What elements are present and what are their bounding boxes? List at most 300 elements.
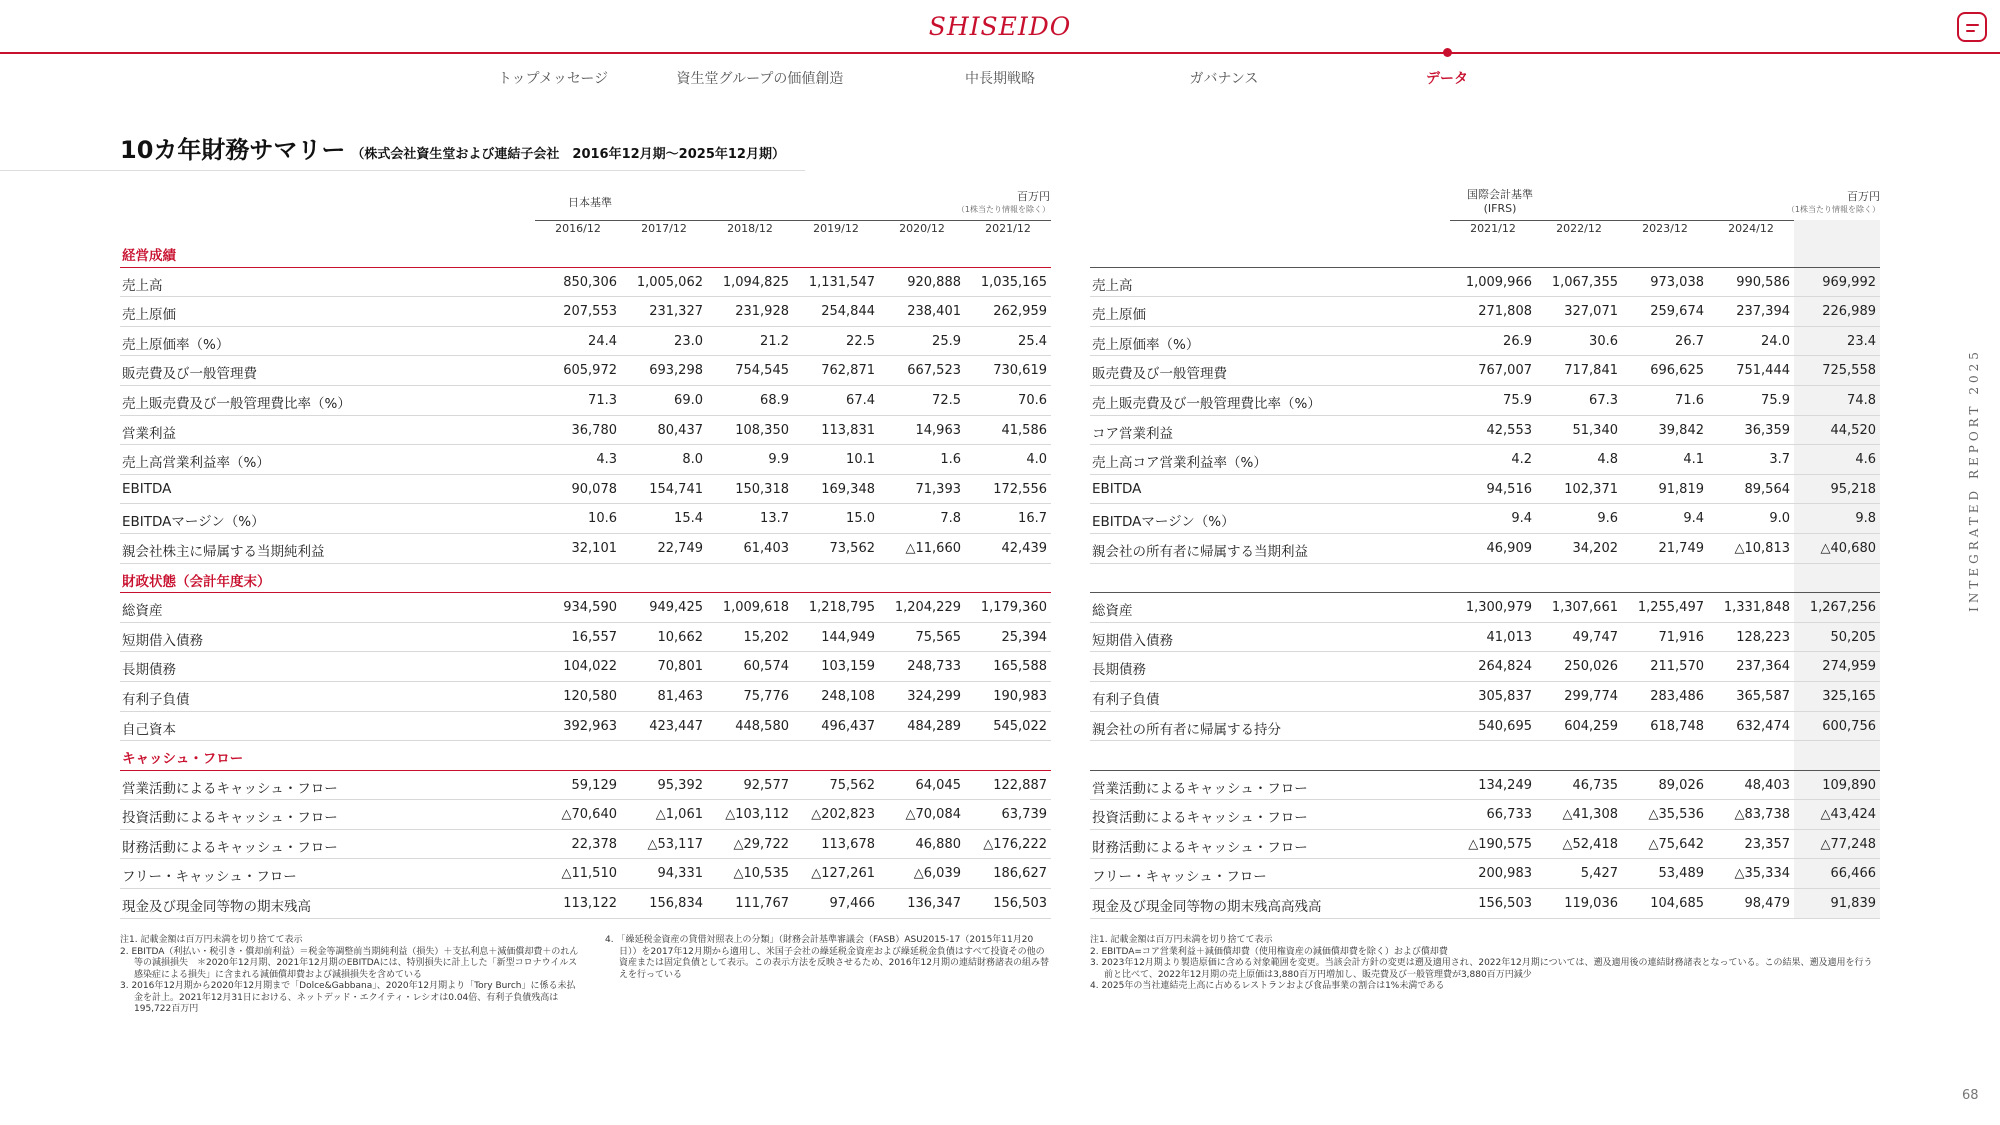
table-cell: 156,834 <box>649 896 703 912</box>
table-cell: 1,218,795 <box>808 600 875 616</box>
table-row <box>1090 297 1880 327</box>
table-cell: 113,831 <box>821 422 875 438</box>
table-cell: 850,306 <box>563 274 617 290</box>
table-cell: 59,129 <box>571 777 617 793</box>
footnote: 注1. 記載金額は百万円未満を切り捨てて表示 <box>120 935 303 945</box>
table-cell: 156,503 <box>1478 896 1532 912</box>
table-cell: 113,678 <box>821 836 875 852</box>
section-label: 経営成績 <box>122 248 176 264</box>
table-cell: △35,334 <box>1734 866 1790 882</box>
table-cell: 36,359 <box>1744 422 1790 438</box>
report-side-label: INTEGRATED REPORT 2025 <box>1967 348 1981 612</box>
table-cell: 60,574 <box>743 659 789 675</box>
table-cell: 920,888 <box>907 274 961 290</box>
table-cell: △10,813 <box>1734 540 1790 556</box>
year-header-cell: 2016/12 <box>555 222 601 235</box>
row-label: フリー・キャッシュ・フロー <box>1092 869 1267 886</box>
table-cell: 1,267,256 <box>1809 600 1876 616</box>
table-cell: 128,223 <box>1736 629 1790 645</box>
row-label: 総資産 <box>1092 603 1133 620</box>
table-cell: △190,575 <box>1468 836 1532 852</box>
table-cell: 496,437 <box>821 718 875 734</box>
row-label: 売上高営業利益率（%） <box>122 455 270 472</box>
table-row <box>1090 386 1880 416</box>
table-cell: 4.0 <box>1026 452 1047 468</box>
table-cell: 42,553 <box>1486 422 1532 438</box>
row-label: 長期債務 <box>1092 662 1146 679</box>
table-row <box>120 593 1051 623</box>
table-cell: 22.5 <box>846 333 875 349</box>
jgaap-table-header <box>120 184 1050 238</box>
row-label: 自己資本 <box>122 721 176 738</box>
table-cell: 264,824 <box>1478 659 1532 675</box>
table-cell: 327,071 <box>1564 304 1618 320</box>
table-cell: 156,503 <box>993 896 1047 912</box>
table-cell: 94,331 <box>657 866 703 882</box>
ifrs-year-header <box>1090 220 1880 238</box>
row-label: EBITDA <box>122 480 172 497</box>
table-cell: 23.0 <box>674 333 703 349</box>
table-cell: 21.2 <box>760 333 789 349</box>
jgaap-unit-label: 百万円 <box>1017 190 1050 203</box>
table-row <box>1090 741 1880 771</box>
table-row <box>1090 445 1880 475</box>
table-row <box>1090 889 1880 919</box>
table-cell: 120,580 <box>563 688 617 704</box>
row-label: 現金及び現金同等物の期末残高高残高 <box>1092 899 1322 916</box>
table-cell: 283,486 <box>1650 688 1704 704</box>
nav-top-message[interactable]: トップメッセージ <box>497 71 609 87</box>
row-label: 売上高 <box>122 277 163 294</box>
jgaap-unit-note: （1株当たり情報を除く） <box>956 205 1050 214</box>
table-cell: 25.9 <box>932 333 961 349</box>
table-cell: 25,394 <box>1001 629 1047 645</box>
table-row <box>1090 475 1880 505</box>
table-cell: 154,741 <box>649 481 703 497</box>
table-cell: 71,393 <box>915 481 961 497</box>
table-cell: 1,204,229 <box>894 600 961 616</box>
row-label: 売上高 <box>1092 277 1133 294</box>
table-row <box>120 859 1051 889</box>
table-cell: 15.0 <box>846 511 875 527</box>
table-cell: 237,394 <box>1736 304 1790 320</box>
title-rule <box>0 170 805 171</box>
row-label: 売上高コア営業利益率（%） <box>1092 455 1267 472</box>
table-cell: 150,318 <box>735 481 789 497</box>
row-label: 有利子負債 <box>1092 691 1160 708</box>
table-cell: 190,983 <box>993 688 1047 704</box>
table-cell: 44,520 <box>1830 422 1876 438</box>
table-cell: 1,094,825 <box>722 274 789 290</box>
table-cell: 254,844 <box>821 304 875 320</box>
table-cell: 67.4 <box>846 392 875 408</box>
table-cell: 1,009,618 <box>722 600 789 616</box>
table-cell: 26.7 <box>1675 333 1704 349</box>
ifrs-basis-label-line1: 国際会計基準 <box>1467 188 1533 201</box>
table-cell: 226,989 <box>1822 304 1876 320</box>
table-cell: 7.8 <box>940 511 961 527</box>
table-cell: 1,300,979 <box>1465 600 1532 616</box>
nav-data[interactable]: データ <box>1426 71 1468 87</box>
table-cell: 540,695 <box>1478 718 1532 734</box>
row-label: 現金及び現金同等物の期末残高 <box>122 899 311 916</box>
table-row <box>120 712 1051 742</box>
table-row <box>1090 327 1880 357</box>
table-cell: 46,909 <box>1486 540 1532 556</box>
row-label: 投資活動によるキャッシュ・フロー <box>1092 810 1308 827</box>
footnote: 4. 「繰延税金資産の貸借対照表上の分類」（財務会計基準審議会（FASB）ASU2015-17（2015年11月20日））を2017年12月期から適用し、米国子会社の繰延税金資産および繰延税金負債はすべて投資その他の資産または固定負債として表示。この表示方法を反映させるため、2016年12月期の連結財務諸表の組み替えを行っている <box>605 935 1049 980</box>
table-cell: 605,972 <box>563 363 617 379</box>
row-label: 短期借入債務 <box>1092 632 1173 649</box>
table-cell: △70,084 <box>905 807 961 823</box>
table-cell: 1,009,966 <box>1465 274 1532 290</box>
table-cell: 172,556 <box>993 481 1047 497</box>
year-header-cell: 2023/12 <box>1642 222 1688 235</box>
table-cell: 4.2 <box>1511 452 1532 468</box>
table-cell: 49,747 <box>1572 629 1618 645</box>
table-cell: 211,570 <box>1650 659 1704 675</box>
table-cell: 74.8 <box>1847 392 1876 408</box>
table-row <box>120 297 1051 327</box>
table-row <box>120 771 1051 801</box>
table-cell: 72.5 <box>932 392 961 408</box>
table-cell: 259,674 <box>1650 304 1704 320</box>
row-label: 財務活動によるキャッシュ・フロー <box>1092 839 1308 856</box>
table-cell: 71.6 <box>1675 392 1704 408</box>
table-cell: 10,662 <box>657 629 703 645</box>
table-cell: 75.9 <box>1503 392 1532 408</box>
table-cell: 448,580 <box>735 718 789 734</box>
table-cell: 102,371 <box>1564 481 1618 497</box>
table-cell: 41,586 <box>1001 422 1047 438</box>
table-cell: 4.1 <box>1683 452 1704 468</box>
table-cell: 23,357 <box>1744 836 1790 852</box>
table-cell: 75,562 <box>829 777 875 793</box>
table-cell: 71,916 <box>1658 629 1704 645</box>
table-cell: 231,327 <box>649 304 703 320</box>
table-cell: △10,535 <box>733 866 789 882</box>
table-cell: 16.7 <box>1018 511 1047 527</box>
row-label: 短期借入債務 <box>122 632 203 649</box>
table-cell: 73,562 <box>829 540 875 556</box>
table-cell: 600,756 <box>1822 718 1876 734</box>
shiseido-logo[interactable]: SHISEIDO <box>928 12 1072 41</box>
table-cell: △11,660 <box>905 540 961 556</box>
year-header-rule <box>535 220 1051 221</box>
table-cell: 51,340 <box>1572 422 1618 438</box>
row-label: 売上販売費及び一般管理費比率（%） <box>122 395 351 412</box>
table-cell: 81,463 <box>657 688 703 704</box>
jgaap-footnotes <box>120 935 580 1016</box>
table-cell: △176,222 <box>983 836 1047 852</box>
table-cell: 80,437 <box>657 422 703 438</box>
table-cell: 238,401 <box>907 304 961 320</box>
table-cell: 23.4 <box>1847 333 1876 349</box>
nav-strategy[interactable]: 中長期戦略 <box>965 71 1035 87</box>
row-label: 総資産 <box>122 603 163 620</box>
table-cell: 66,733 <box>1486 807 1532 823</box>
table-row <box>120 652 1051 682</box>
table-cell: 9.6 <box>1597 511 1618 527</box>
table-cell: 46,735 <box>1572 777 1618 793</box>
table-row <box>1090 859 1880 889</box>
year-header-cell: 2021/12 <box>1470 222 1516 235</box>
table-cell: 119,036 <box>1564 896 1618 912</box>
table-cell: 751,444 <box>1736 363 1790 379</box>
row-label: 投資活動によるキャッシュ・フロー <box>122 810 338 827</box>
table-cell: △77,248 <box>1820 836 1876 852</box>
row-label: 営業活動によるキャッシュ・フロー <box>1092 780 1308 797</box>
table-row <box>120 800 1051 830</box>
table-cell: 250,026 <box>1564 659 1618 675</box>
table-row <box>120 830 1051 860</box>
table-cell: 94,516 <box>1486 481 1532 497</box>
table-cell: 89,564 <box>1744 481 1790 497</box>
section-header-row <box>120 564 1051 594</box>
header-rule <box>0 52 2000 54</box>
table-cell: 545,022 <box>993 718 1047 734</box>
row-label: 売上原価 <box>122 307 176 324</box>
table-cell: 632,474 <box>1736 718 1790 734</box>
table-cell: 969,992 <box>1822 274 1876 290</box>
table-cell: 30.6 <box>1589 333 1618 349</box>
table-cell: 42,439 <box>1001 540 1047 556</box>
row-label: 販売費及び一般管理費 <box>122 366 257 383</box>
table-cell: 63,739 <box>1001 807 1047 823</box>
table-row <box>1090 416 1880 446</box>
ifrs-basis-label-line2: (IFRS) <box>1483 202 1517 215</box>
table-cell: 305,837 <box>1478 688 1532 704</box>
table-row <box>1090 652 1880 682</box>
year-header-cell: 2017/12 <box>641 222 687 235</box>
table-cell: 9.4 <box>1683 511 1704 527</box>
table-cell: 618,748 <box>1650 718 1704 734</box>
menu-icon[interactable] <box>1957 12 1987 42</box>
footnote: 注1. 記載金額は百万円未満を切り捨てて表示 <box>1090 935 1273 945</box>
table-row <box>1090 712 1880 742</box>
row-label: 親会社の所有者に帰属する当期利益 <box>1092 543 1308 560</box>
table-cell: 949,425 <box>649 600 703 616</box>
table-cell: 248,108 <box>821 688 875 704</box>
nav-governance[interactable]: ガバナンス <box>1189 71 1259 87</box>
table-cell: 754,545 <box>735 363 789 379</box>
table-cell: 990,586 <box>1736 274 1790 290</box>
table-cell: 24.4 <box>588 333 617 349</box>
table-cell: △43,424 <box>1820 807 1876 823</box>
row-label: EBITDA <box>1092 480 1142 497</box>
table-cell: 98,479 <box>1744 896 1790 912</box>
table-cell: △202,823 <box>811 807 875 823</box>
table-cell: 1,005,062 <box>636 274 703 290</box>
table-cell: 973,038 <box>1650 274 1704 290</box>
table-cell: 15,202 <box>743 629 789 645</box>
table-cell: 91,819 <box>1658 481 1704 497</box>
table-row <box>120 327 1051 357</box>
table-cell: 1,179,360 <box>980 600 1047 616</box>
table-row <box>1090 623 1880 653</box>
table-cell: 95,392 <box>657 777 703 793</box>
row-label: 財務活動によるキャッシュ・フロー <box>122 839 338 856</box>
footnote: 2. EBITDA=コア営業利益＋減価償却費（使用権資産の減価償却費を除く）および償却費 <box>1090 946 1448 957</box>
table-cell: 22,378 <box>571 836 617 852</box>
table-cell: 8.0 <box>682 452 703 468</box>
table-cell: 169,348 <box>821 481 875 497</box>
table-cell: 90,078 <box>571 481 617 497</box>
table-cell: 165,588 <box>993 659 1047 675</box>
jgaap-unit <box>957 190 1050 216</box>
table-cell: △83,738 <box>1734 807 1790 823</box>
table-cell: 1,131,547 <box>808 274 875 290</box>
table-cell: 392,963 <box>563 718 617 734</box>
table-row <box>1090 504 1880 534</box>
table-row <box>1090 534 1880 564</box>
table-cell: 22,749 <box>657 540 703 556</box>
footnote: 2. EBITDA（利払い・税引き・償却前利益）＝税金等調整前当期純利益（損失）＋支払利息＋減価償却費＋のれん等の減損損失 ＊2020年12月期、2021年12月期のEBITDAには、特別損失に計上した「新型コロナウイルス感染症による損失」に含まれる減価償却費および減損損失を含めている <box>120 946 579 980</box>
table-row <box>1090 238 1880 268</box>
row-label: 売上原価率（%） <box>122 336 230 353</box>
table-cell: 423,447 <box>649 718 703 734</box>
row-label: 親会社の所有者に帰属する持分 <box>1092 721 1281 738</box>
table-cell: 207,553 <box>563 304 617 320</box>
table-cell: 4.6 <box>1855 452 1876 468</box>
table-cell: 231,928 <box>735 304 789 320</box>
table-cell: 32,101 <box>571 540 617 556</box>
table-cell: 13.7 <box>760 511 789 527</box>
table-cell: 103,159 <box>821 659 875 675</box>
table-row <box>120 445 1051 475</box>
table-row <box>120 386 1051 416</box>
footnote: 3. 2016年12月期から2020年12月期まで「Dolce&Gabbana」、2020年12月期より「Tory Burch」に係る未払金を計上。2021年12月31日における、ネットデッド・エクイティ・レシオは0.04倍、有利子負債残高は195,722百万円 <box>120 981 576 1014</box>
table-cell: 41,013 <box>1486 629 1532 645</box>
row-label: 長期債務 <box>122 662 176 679</box>
table-cell: 9.0 <box>1769 511 1790 527</box>
row-label: フリー・キャッシュ・フロー <box>122 869 297 886</box>
table-cell: 325,165 <box>1822 688 1876 704</box>
table-cell: 136,347 <box>907 896 961 912</box>
table-cell: 5,427 <box>1580 866 1618 882</box>
table-row <box>120 416 1051 446</box>
table-cell: 68.9 <box>760 392 789 408</box>
table-cell: 48,403 <box>1744 777 1790 793</box>
table-cell: 1,307,661 <box>1551 600 1618 616</box>
table-cell: 365,587 <box>1736 688 1790 704</box>
footnote: 4. 2025年の当社連結売上高に占めるレストランおよび食品事業の割合は1%未満である <box>1090 981 1445 991</box>
table-row <box>1090 682 1880 712</box>
footnote: 3. 2023年12月期より製造原価に含める対象範囲を変更。当該会計方針の変更は遡及適用され、2022年12月期については、遡及適用後の連結財務諸表となっている。この結果、遡及適用を行う前と比べて、2022年12月期の売上原価は3,880百万円増加し、販売費及び一般管理費が3,880百万円減少 <box>1090 958 1873 980</box>
table-row <box>1090 800 1880 830</box>
row-label: 有利子負債 <box>122 691 190 708</box>
table-cell: △11,510 <box>561 866 617 882</box>
section-label: キャッシュ・フロー <box>122 751 244 768</box>
table-cell: △103,112 <box>725 807 789 823</box>
table-cell: 667,523 <box>907 363 961 379</box>
table-cell: 4.3 <box>596 452 617 468</box>
row-label: 親会社株主に帰属する当期純利益 <box>122 543 325 560</box>
jgaap-footnotes-cont <box>605 935 1050 981</box>
table-cell: △1,061 <box>655 807 703 823</box>
table-cell: 186,627 <box>993 866 1047 882</box>
year-header-cell: 2022/12 <box>1556 222 1602 235</box>
table-row <box>1090 268 1880 298</box>
ifrs-unit-note: （1株当たり情報を除く） <box>1786 205 1880 214</box>
table-cell: 104,685 <box>1650 896 1704 912</box>
table-cell: 14,963 <box>915 422 961 438</box>
table-cell: 693,298 <box>649 363 703 379</box>
table-cell: 21,749 <box>1658 540 1704 556</box>
table-cell: 34,202 <box>1572 540 1618 556</box>
year-header-cell: 2024/12 <box>1728 222 1774 235</box>
table-cell: 26.9 <box>1503 333 1532 349</box>
table-cell: △127,261 <box>811 866 875 882</box>
section-header-row <box>120 741 1051 771</box>
table-cell: 9.9 <box>768 452 789 468</box>
main-nav <box>0 68 2000 92</box>
row-label: EBITDAマージン（%） <box>1092 514 1235 531</box>
table-row <box>120 534 1051 564</box>
table-cell: 730,619 <box>993 363 1047 379</box>
table-cell: 39,842 <box>1658 422 1704 438</box>
table-row <box>1090 593 1880 623</box>
ifrs-basis-label <box>1435 188 1565 216</box>
table-cell: 53,489 <box>1658 866 1704 882</box>
row-label: EBITDAマージン（%） <box>122 514 265 531</box>
table-cell: 9.4 <box>1511 511 1532 527</box>
table-cell: 91,839 <box>1830 896 1876 912</box>
table-cell: 934,590 <box>563 600 617 616</box>
year-header-cell: 2020/12 <box>899 222 945 235</box>
table-cell: 92,577 <box>743 777 789 793</box>
table-row <box>120 623 1051 653</box>
table-cell: 46,880 <box>915 836 961 852</box>
jgaap-table <box>120 184 1050 919</box>
table-cell: 109,890 <box>1822 777 1876 793</box>
table-cell: 75,776 <box>743 688 789 704</box>
table-row <box>1090 830 1880 860</box>
page-number: 68 <box>1962 1088 1979 1103</box>
table-cell: 75.9 <box>1761 392 1790 408</box>
jgaap-table-body <box>120 238 1051 919</box>
table-cell: 1,255,497 <box>1637 600 1704 616</box>
table-cell: 15.4 <box>674 511 703 527</box>
table-cell: 108,350 <box>735 422 789 438</box>
table-row <box>1090 564 1880 594</box>
table-cell: 89,026 <box>1658 777 1704 793</box>
table-cell: △53,117 <box>647 836 703 852</box>
table-cell: 111,767 <box>735 896 789 912</box>
nav-value-creation[interactable]: 資生堂グループの価値創造 <box>676 71 844 87</box>
table-cell: 1,035,165 <box>980 274 1047 290</box>
page-heading <box>120 130 785 165</box>
section-label: 財政状態（会計年度末） <box>122 573 271 590</box>
table-cell: 274,959 <box>1822 659 1876 675</box>
table-cell: 324,299 <box>907 688 961 704</box>
table-cell: 248,733 <box>907 659 961 675</box>
table-cell: 122,887 <box>993 777 1047 793</box>
table-row <box>120 356 1051 386</box>
row-label: 販売費及び一般管理費 <box>1092 366 1227 383</box>
jgaap-basis-label: 日本基準 <box>568 196 612 209</box>
table-cell: 200,983 <box>1478 866 1532 882</box>
table-row <box>120 889 1051 919</box>
table-cell: 10.6 <box>588 511 617 527</box>
ifrs-table-header <box>1090 184 1880 238</box>
year-header-cell: 2021/12 <box>985 222 1031 235</box>
table-cell: 113,122 <box>563 896 617 912</box>
table-cell: 64,045 <box>915 777 961 793</box>
table-row <box>120 504 1051 534</box>
table-cell: 104,022 <box>563 659 617 675</box>
table-cell: 71.3 <box>588 392 617 408</box>
